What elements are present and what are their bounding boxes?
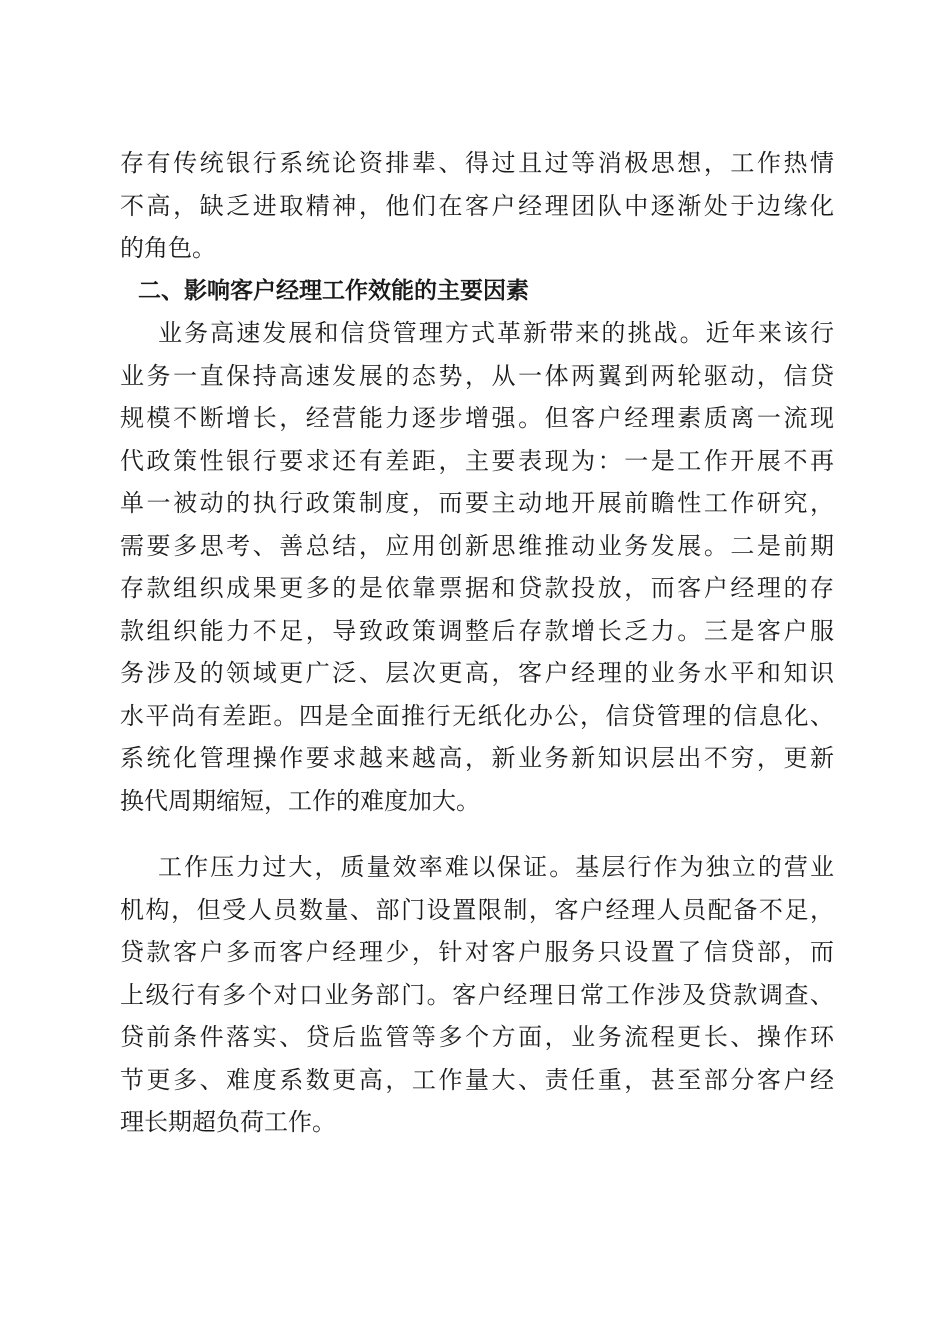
document-body: [120, 142, 834, 1144]
text-line: 的角色。: [120, 234, 216, 262]
text-line: 贷前条件落实、贷后监管等多个方面，业务流程更长、操作环: [120, 1023, 834, 1051]
text-line: 需要多思考、善总结，应用创新思维推动业务发展。二是前期: [120, 531, 834, 560]
text-line: 节更多、难度系数更高，工作量大、责任重，甚至部分客户经: [120, 1065, 834, 1094]
text-line: 不高，缺乏进取精神，他们在客户经理团队中逐渐处于边缘化: [120, 191, 834, 220]
text-line: 理长期超负荷工作。: [120, 1108, 336, 1136]
paragraph-work-pressure: [120, 846, 834, 1144]
text-line: 上级行有多个对口业务部门。客户经理日常工作涉及贷款调查、: [120, 980, 834, 1009]
text-line: 务涉及的领域更广泛、层次更高，客户经理的业务水平和知识: [120, 659, 834, 687]
text-line: 单一被动的执行政策制度，而要主动地开展前瞻性工作研究，: [120, 489, 834, 517]
paragraph-continuation: [120, 142, 834, 270]
text-line: 业务高速发展和信贷管理方式革新带来的挑战。近年来该行: [158, 319, 834, 347]
section-heading: [120, 270, 834, 313]
text-line: 贷款客户多而客户经理少，针对客户服务只设置了信贷部，而: [120, 938, 834, 966]
text-line: 机构，但受人员数量、部门设置限制，客户经理人员配备不足，: [120, 895, 834, 924]
text-line: 代政策性银行要求还有差距，主要表现为：一是工作开展不再: [120, 446, 834, 475]
text-line: 系统化管理操作要求越来越高，新业务新知识层出不穷，更新: [120, 744, 834, 772]
text-line: 水平尚有差距。四是全面推行无纸化办公，信贷管理的信息化、: [120, 701, 834, 730]
text-line: 换代周期缩短，工作的难度加大。: [120, 786, 480, 815]
text-line: 工作压力过大，质量效率难以保证。基层行作为独立的营业: [158, 853, 834, 881]
text-line: 规模不断增长，经营能力逐步增强。但客户经理素质离一流现: [120, 404, 834, 432]
heading-text: 二、影响客户经理工作效能的主要因素: [138, 277, 529, 304]
text-line: 业务一直保持高速发展的态势，从一体两翼到两轮驱动，信贷: [120, 361, 834, 390]
paragraph-spacer: [120, 822, 834, 846]
text-line: 存款组织成果更多的是依靠票据和贷款投放，而客户经理的存: [120, 574, 834, 602]
paragraph-business-challenges: [120, 312, 834, 822]
text-line: 存有传统银行系统论资排辈、得过且过等消极思想，工作热情: [120, 149, 834, 177]
text-line: 款组织能力不足，导致政策调整后存款增长乏力。三是客户服: [120, 616, 834, 645]
